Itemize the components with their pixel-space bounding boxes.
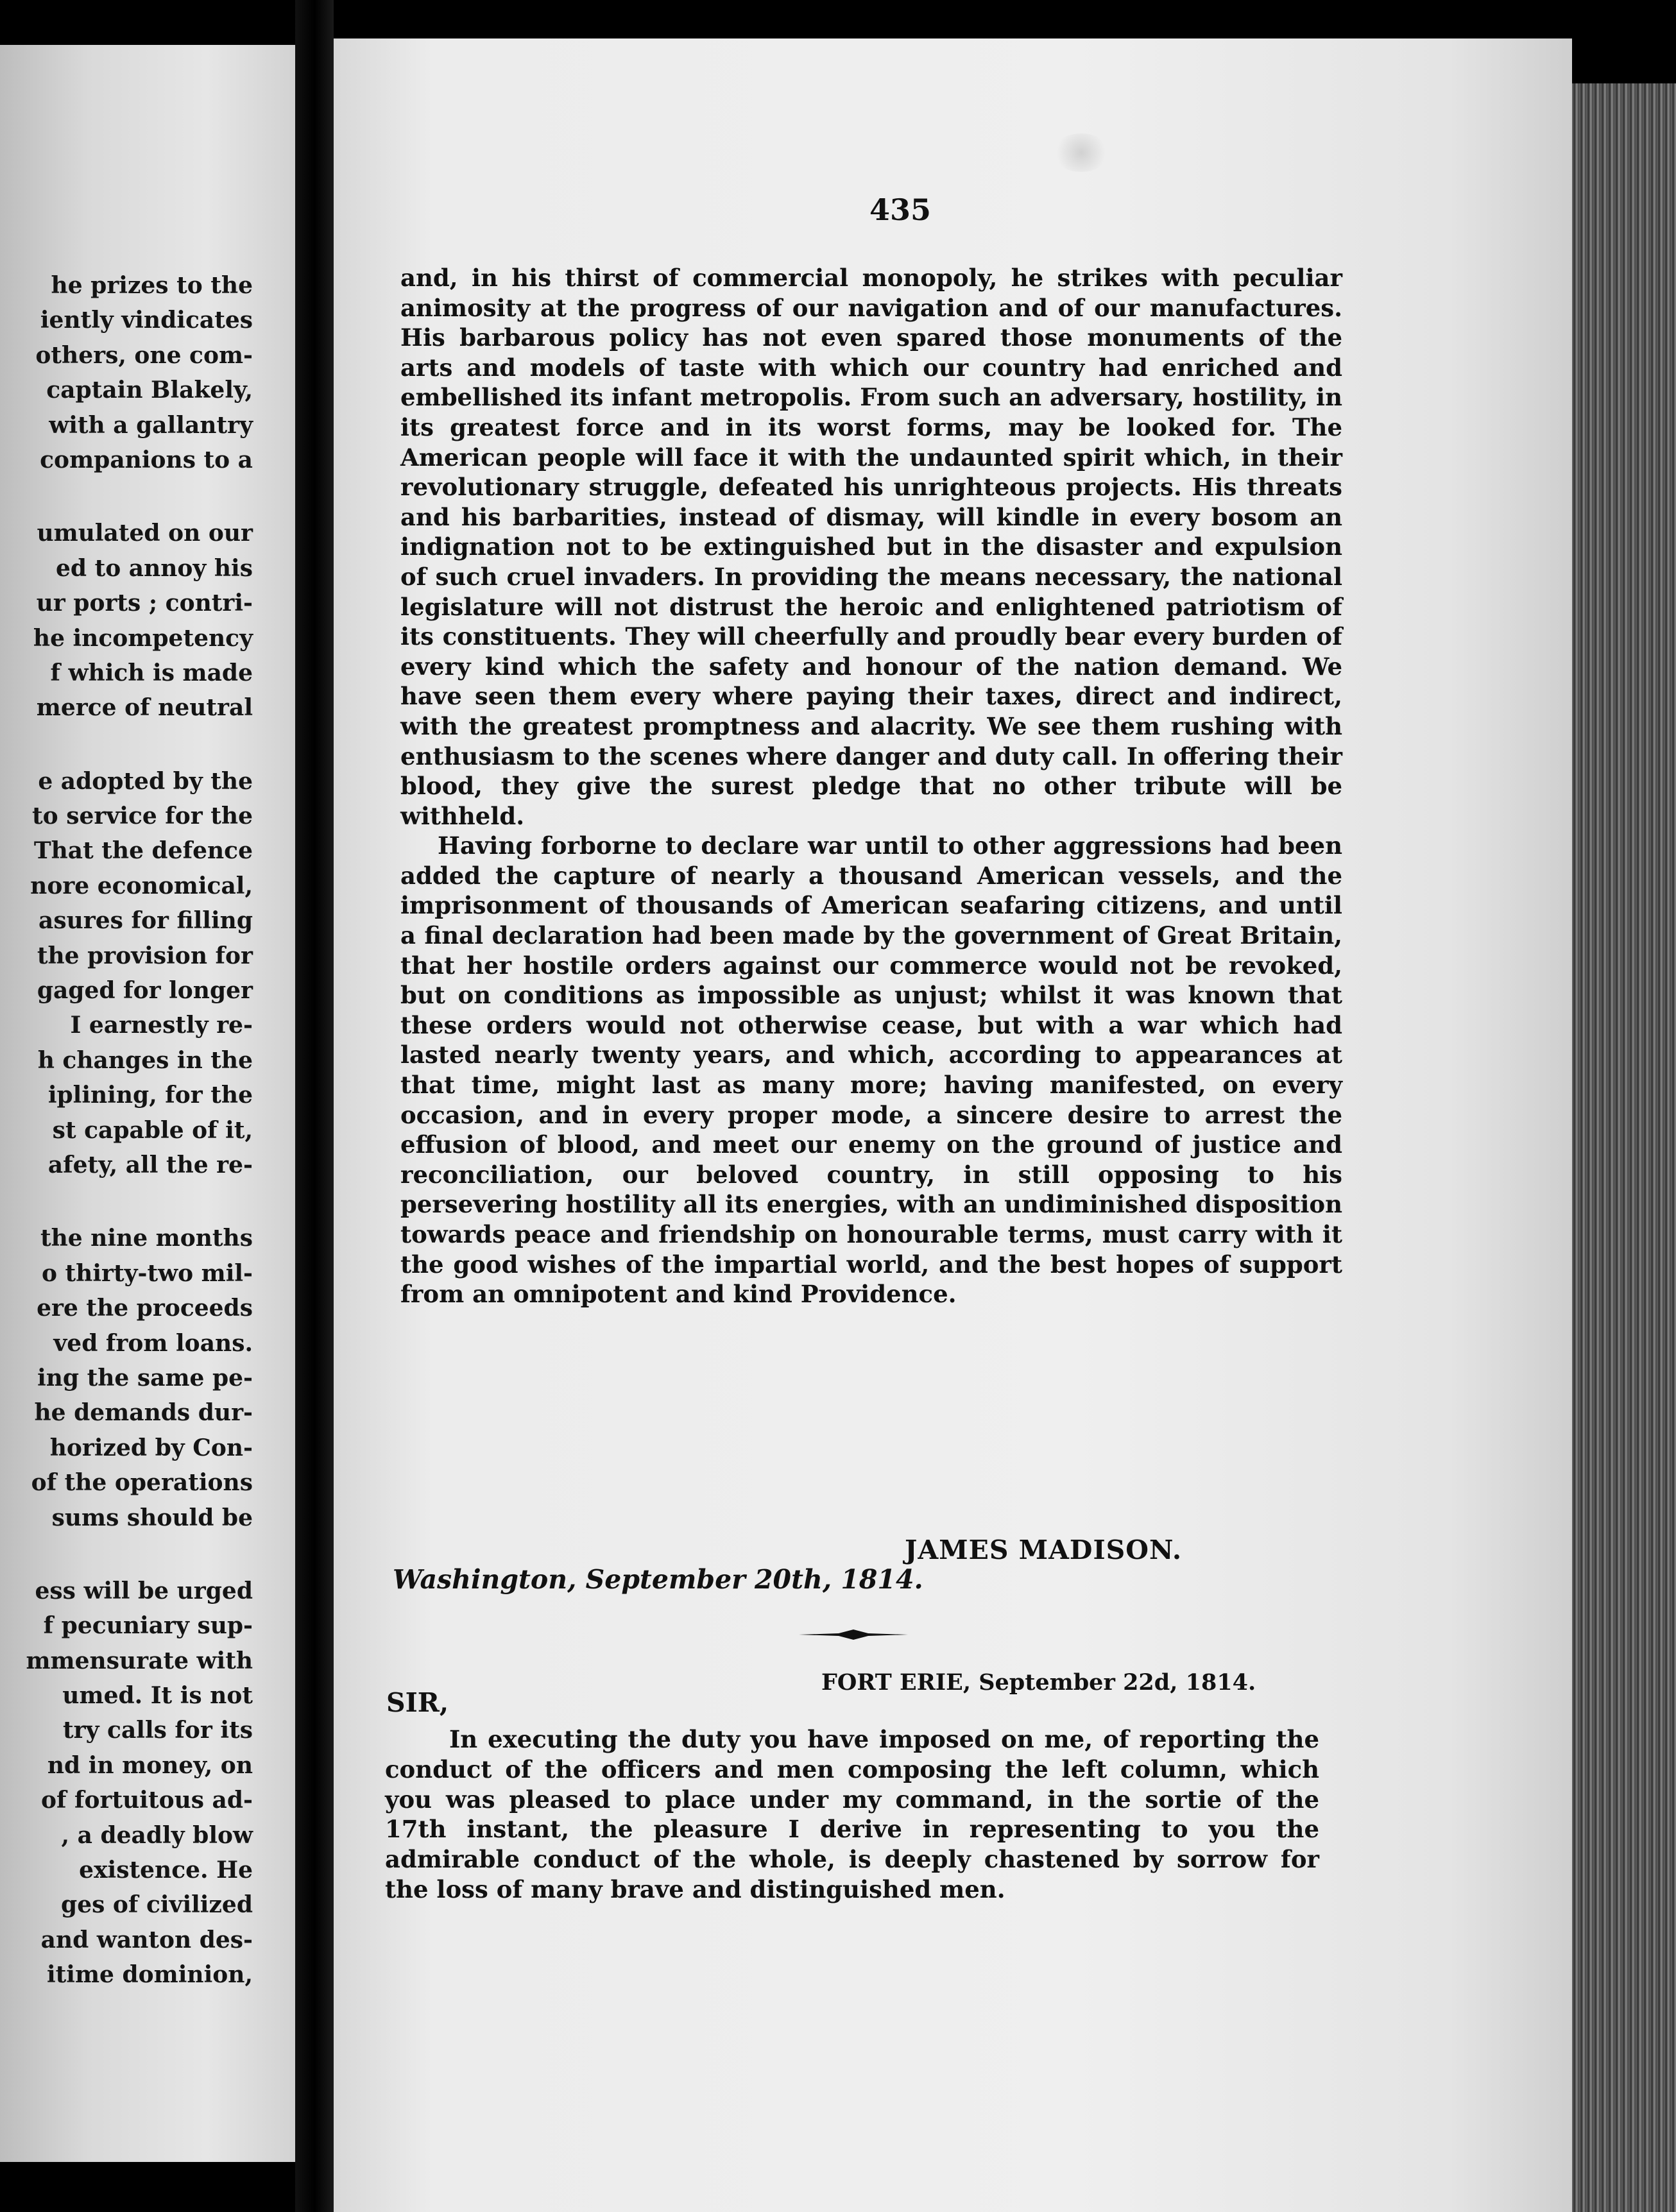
letter-heading-fort-erie: FORT ERIE, September 22d, 1814. [821,1669,1256,1696]
left-page-line: companions to a [40,446,253,473]
left-page-line: f pecuniary sup- [43,1612,253,1640]
left-page-line: existence. He [79,1857,253,1884]
left-page-line: nore economical, [30,872,253,899]
paragraph-executing-duty: In executing the duty you have imposed on me, of reporting the conduct of the officers and men composing the left column, which you was pleased to place under my command, in the sortie of the 17th instant, the pleasure I derive in representing to you the admirable conduct of the whole, is deeply chastened by sorrow for the loss of many brave and distinguished men. [385,1725,1319,1903]
paragraph-commercial-monopoly: and, in his thirst of commercial monopoly, he strikes with peculiar animosity at the progress of our navigation and of our manufactures. His barbarous policy has not even spared those monuments of the arts and models of taste with which our country had enriched and embellished its infant metropolis. From such an adversary, hostility, in its greatest force and in its worst forms, may be looked for. The American people will face it with the undaunted spirit which, in their revolutionary struggle, defeated his unrighteous projects. His threats and his barbarities, instead of dismay, will kindle in every bosom an indignation not to be extinguished but in the disaster and expulsion of such cruel invaders. In providing the means necessary, the national legislature will not distrust the heroic and enlightened patriotism of its constituents. They will cheerfully and proudly bear every burden of every kind which the safety and honour of the nation demand. We have seen them every where paying their taxes, direct and indirect, with the greatest promptness and alacrity. We see them rushing with enthusiasm to the scenes where danger and duty call. In offering their blood, they give the surest pledge that no other tribute will be withheld. [400,264,1342,830]
left-page-line: he demands dur- [34,1399,253,1427]
ornament-divider-icon [799,1628,908,1641]
dateline-washington: Washington, September 20th, 1814. [393,1564,923,1595]
left-page-line: the nine months [40,1225,253,1252]
left-page-line: ed to annoy his [55,554,253,582]
left-page-line: ere the proceeds [37,1295,253,1322]
left-page-line: ess will be urged [35,1577,253,1604]
message-body [400,263,1342,1309]
left-page-line: others, one com- [35,341,253,369]
left-page-line: he prizes to the [51,272,253,299]
left-page-line: merce of neutral [36,694,253,722]
left-page-line: ur ports ; contri- [36,590,253,617]
left-page-line: gaged for longer [37,977,253,1005]
left-page-line: iplining, for the [47,1082,253,1109]
left-page-text [0,268,295,1993]
left-page-line: ing the same pe- [37,1364,253,1391]
left-page-line: o thirty-two mil- [41,1259,253,1287]
left-page-line: nd in money, on [47,1751,253,1779]
left-page-line: umulated on our [37,520,253,547]
left-page-line: iently vindicates [40,307,253,334]
left-page-line: with a gallantry [49,411,253,439]
left-page-line [0,1535,295,1574]
left-page-line: the provision for [37,942,253,969]
paragraph-having-forborne: Having forborne to declare war until to other aggressions had been added the capture of nearly a thousand American vessels, and the imprisonment of thousands of American seafaring citizens, and until a final declaration had been made by the government of Great Britain, that her hostile orders against our commerce would not be revoked, but on conditions as impossible as unjust; whilst it was known that these orders would not otherwise cease, but with a war which had lasted nearly twenty years, and which, according to appearances at that time, might last as many more; having manifested, on every occasion, and in every proper mode, a sincere desire to arrest the effusion of blood, and meet our enemy on the ground of justice and reconciliation, our beloved country, in still opposing to his persevering hostility all its energies, with an undiminished disposition towards peace and friendship on honourable terms, must carry with it the good wishes of the impartial world, and the best hopes of support from an omnipotent and kind Providence. [400,831,1342,1309]
left-page-line: umed. It is not [62,1682,253,1710]
left-page-line [0,477,295,516]
left-page-line: itime dominion, [46,1961,253,1989]
left-page-line: of fortuitous ad- [40,1787,253,1814]
left-page-line: f which is made [50,659,253,686]
page-edges [1572,83,1676,2212]
left-page-line: sums should be [51,1504,253,1531]
left-page-line: , a deadly blow [61,1821,253,1849]
left-page-line: captain Blakely, [46,377,253,404]
salutation: SIR, [386,1687,449,1718]
left-page-line [0,726,295,764]
paper-smudge [1052,133,1110,172]
left-page-line: he incompetency [33,624,253,652]
left-page-line: afety, all the re- [47,1151,253,1178]
signature-james-madison: JAMES MADISON. [905,1535,1183,1565]
left-page-line [0,1182,295,1221]
book-gutter [295,0,334,2212]
left-page-line: st capable of it, [52,1116,253,1144]
left-page-line: I earnestly re- [70,1012,253,1039]
left-page-line: e adopted by the [38,767,253,795]
left-page-line: ved from loans. [53,1329,253,1357]
left-page-line: That the defence [33,837,253,865]
left-page-line: of the operations [31,1469,253,1497]
left-page-line: ges of civilized [61,1891,253,1919]
left-page-line: mmensurate with [26,1647,253,1674]
left-page-line: and wanton des- [40,1926,253,1953]
left-page-line: horized by Con- [49,1434,253,1461]
left-page-line: h changes in the [37,1046,253,1074]
page-number: 435 [869,192,932,227]
letter-body [385,1724,1319,1905]
left-page-line: to service for the [32,803,253,830]
left-facing-page [0,45,295,2162]
left-page-line: try calls for its [62,1717,253,1744]
left-page-line: asures for filling [38,907,253,935]
